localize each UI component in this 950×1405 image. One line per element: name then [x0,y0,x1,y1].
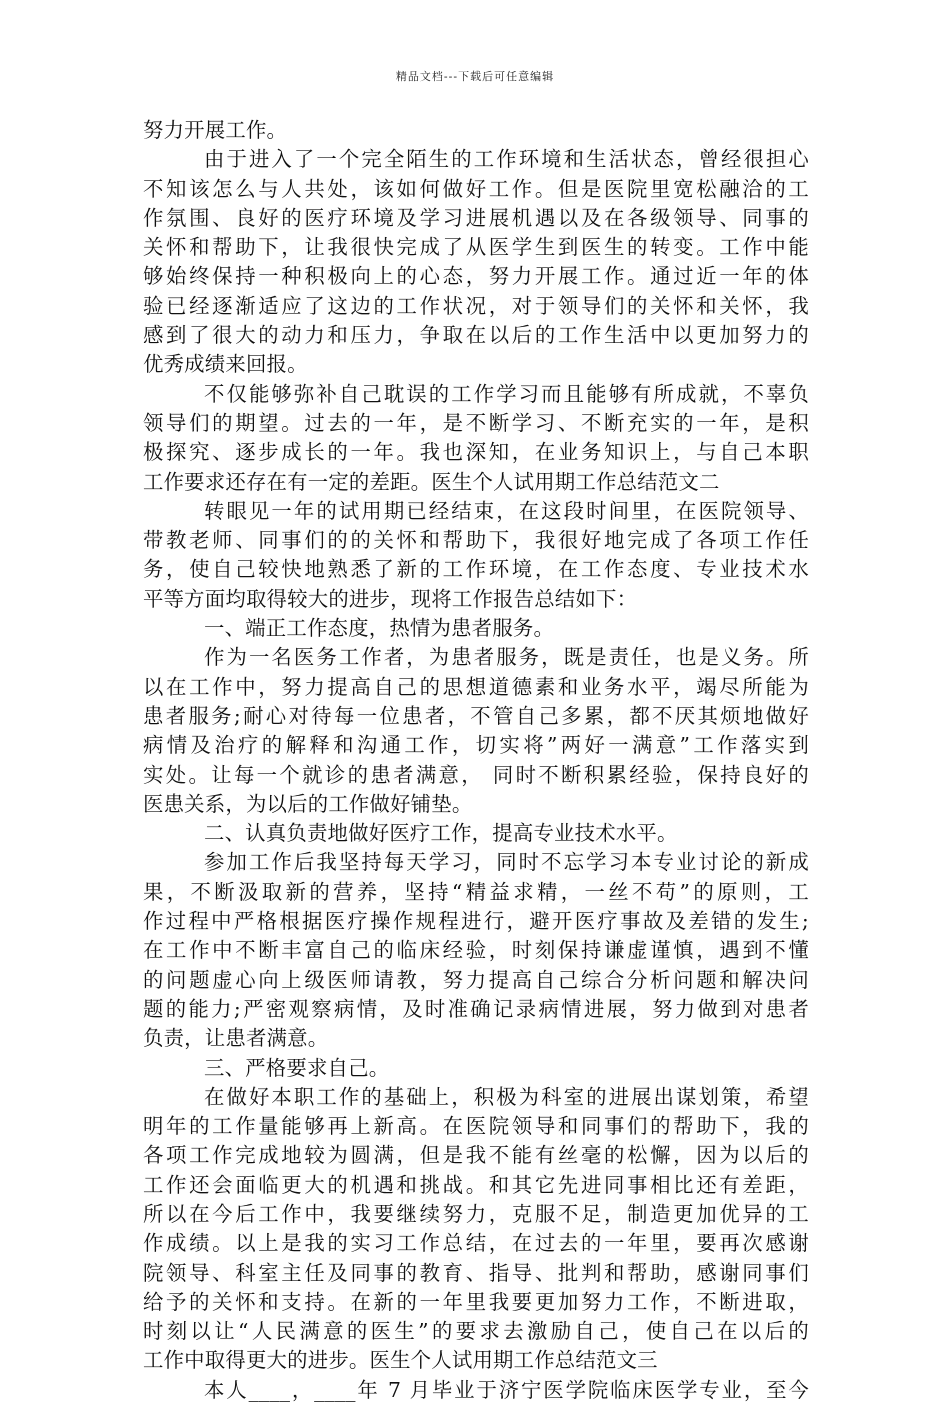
text-line: 本人____，____年 7 月毕业于济宁医学院临床医学专业，至今 [204,1377,809,1402]
text-line: 所以在今后工作中，我要继续努力，克服不足，制造更加优异的工 [143,1201,809,1226]
text-line: 在工作中不断丰富自己的临床经验，时刻保持谦虚谨慎，遇到不懂 [143,938,809,963]
text-line: 努力开展工作。 [143,118,288,142]
text-line: 负责，让患者满意。 [143,1026,329,1051]
page-header: 精品文档---下载后可任意编辑 [395,70,555,83]
document-body [143,116,809,1405]
text-line: 的问题虚心向上级医师请教，努力提高自己综合分析问题和解决问 [143,967,809,992]
text-line: 作为一名医务工作者，为患者服务，既是责任，也是义务。所 [204,645,809,670]
text-line: 病情及治疗的解释和沟通工作，切实将”两好一满意”工作落实到 [143,733,809,758]
text-line: 三、严格要求自己。 [204,1055,390,1080]
text-line: 极探究、逐步成长的一年。我也深知，在业务知识上，与自己本职 [143,440,809,465]
text-line: 给予的关怀和支持。在新的一年里我要更加努力工作，不断进取， [143,1289,809,1314]
text-line: 由于进入了一个完全陌生的工作环境和生活状态，曾经很担心 [204,147,809,172]
text-line: 医患关系，为以后的工作做好铺垫。 [143,791,473,816]
text-line: 不仅能够弥补自己耽误的工作学习而且能够有所成就，不辜负 [204,381,809,406]
text-line: 果，不断汲取新的营养，坚持“精益求精，一丝不苟”的原则，工 [143,879,809,904]
text-line: 院领导、科室主任及同事的教育、指导、批判和帮助，感谢同事们 [143,1260,809,1285]
text-line: 实处。让每一个就诊的患者满意， 同时不断积累经验，保持良好的 [143,762,809,787]
text-line: 题的能力;严密观察病情，及时准确记录病情进展，努力做到对患者 [143,996,809,1021]
text-line: 作成绩。以上是我的实习工作总结，在过去的一年里，要再次感谢 [143,1231,809,1256]
text-line: 工作要求还存在有一定的差距。医生个人试用期工作总结范文二 [143,469,720,494]
text-line: 作过程中严格根据医疗操作规程进行，避开医疗事故及差错的发生; [143,909,809,934]
text-line: 明年的工作量能够再上新高。在医院领导和同事们的帮助下，我的 [143,1114,809,1139]
text-line: 各项工作完成地较为圆满，但是我不能有丝毫的松懈，因为以后的 [143,1143,809,1168]
text-line: 验已经逐渐适应了这边的工作状况，对于领导们的关怀和关怀，我 [143,293,809,318]
text-line: 工作还会面临更大的机遇和挑战。和其它先进同事相比还有差距， [143,1172,809,1197]
text-line: 优秀成绩来回报。 [143,352,308,377]
text-line: 以在工作中，努力提高自己的思想道德素和业务水平，竭尽所能为 [143,674,809,699]
text-line: 关怀和帮助下，让我很快完成了从医学生到医生的转变。工作中能 [143,235,809,260]
text-line: 平等方面均取得较大的进步，现将工作报告总结如下： [143,586,638,611]
text-line: 领导们的期望。过去的一年，是不断学习、不断充实的一年，是积 [143,410,809,435]
text-line: 工作中取得更大的进步。医生个人试用期工作总结范文三 [143,1348,658,1373]
text-line: 务，使自己较快地熟悉了新的工作环境，在工作态度、专业技术水 [143,557,809,582]
text-line: 带教老师、同事们的的关怀和帮助下，我很好地完成了各项工作任 [143,528,809,553]
text-line: 转眼见一年的试用期已经结束，在这段时间里，在医院领导、 [204,498,809,523]
text-line: 够始终保持一种积极向上的心态，努力开展工作。通过近一年的体 [143,264,809,289]
text-line: 感到了很大的动力和压力，争取在以后的工作生活中以更加努力的 [143,323,809,348]
text-line: 一、端正工作态度，热情为患者服务。 [204,616,555,641]
text-line: 参加工作后我坚持每天学习，同时不忘学习本专业讨论的新成 [204,850,809,875]
text-line: 时刻以让“人民满意的医生”的要求去激励自己，使自己在以后的 [143,1319,809,1344]
text-line: 二、认真负责地做好医疗工作，提高专业技术水平。 [204,821,678,846]
text-line: 作氛围、良好的医疗环境及学习进展机遇以及在各级领导、同事的 [143,205,809,230]
text-line: 不知该怎么与人共处，该如何做好工作。但是医院里宽松融洽的工 [143,176,809,201]
text-line: 在做好本职工作的基础上，积极为科室的进展出谋划策，希望 [204,1084,809,1109]
text-line: 患者服务;耐心对待每一位患者，不管自己多累，都不厌其烦地做好 [143,703,809,728]
